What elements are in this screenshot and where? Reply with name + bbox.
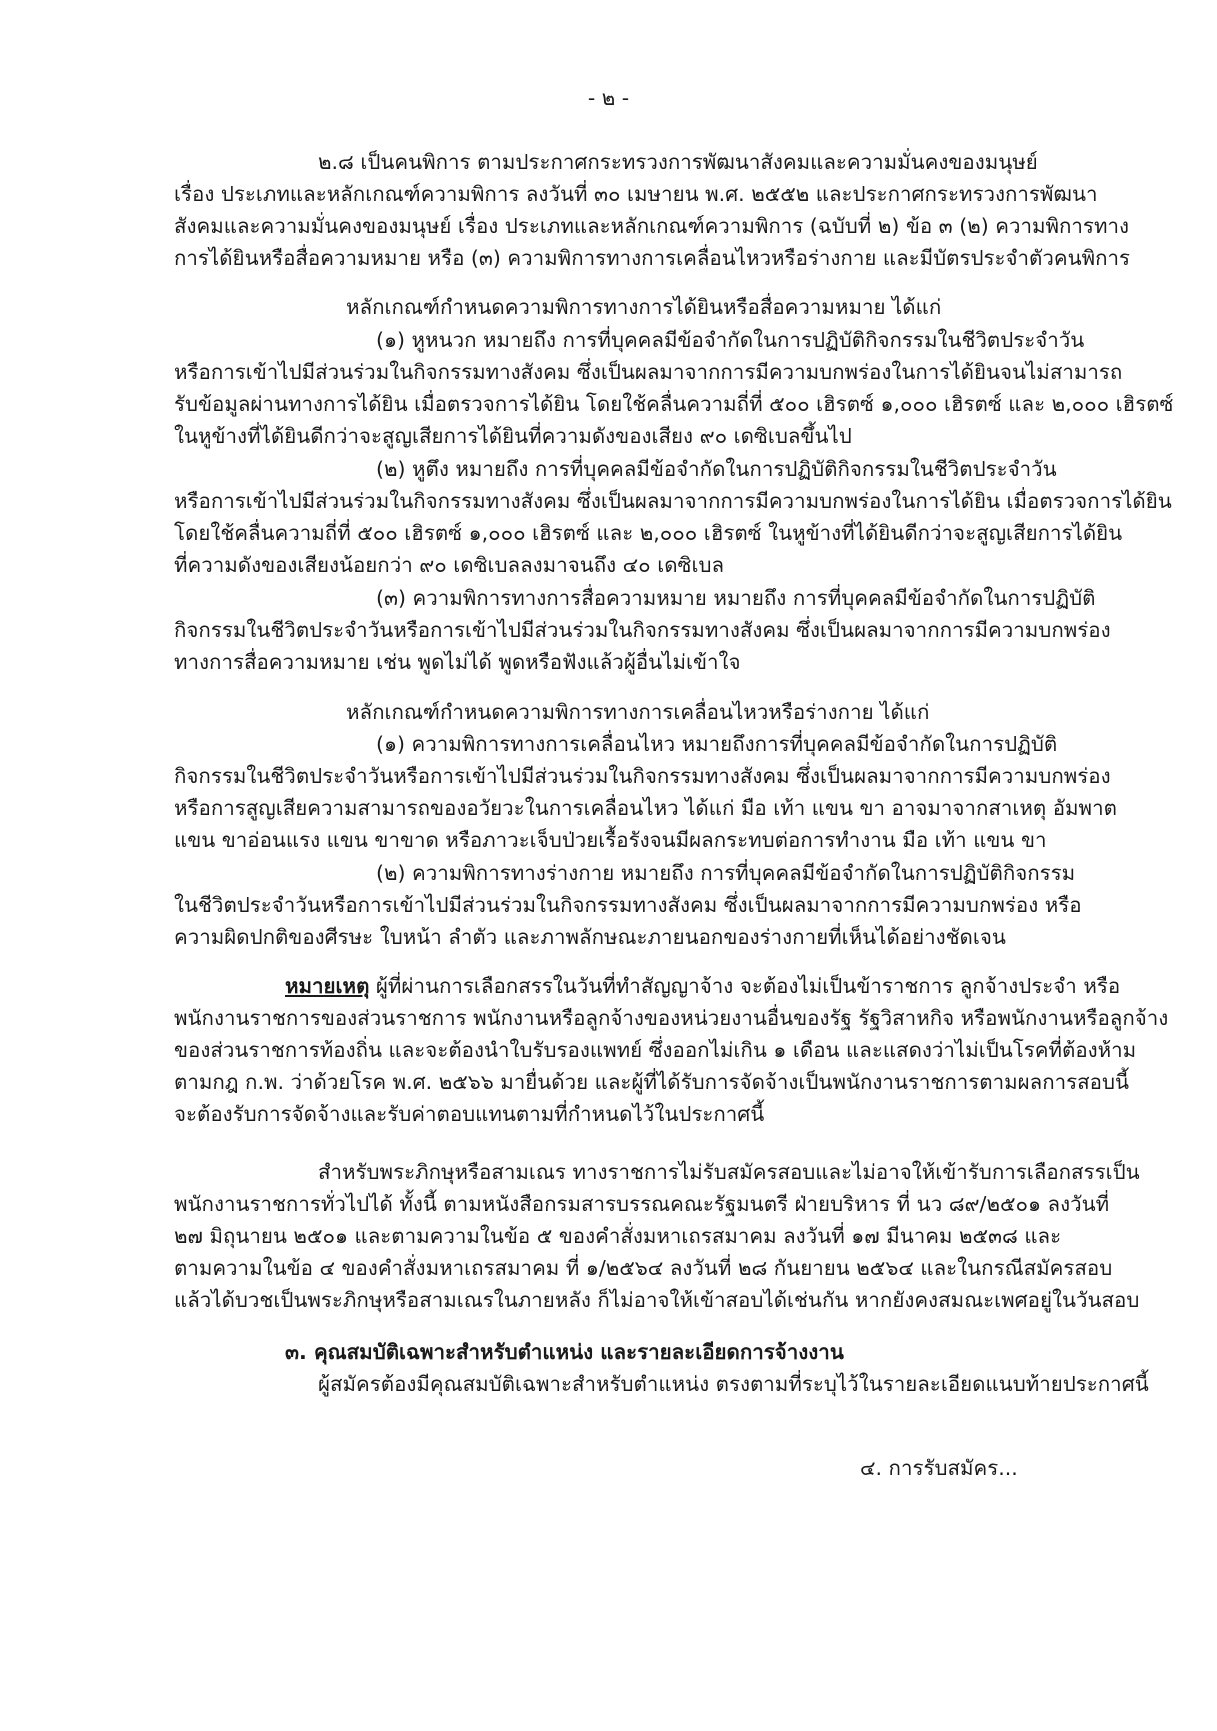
- movement-1-line-2: กิจกรรมในชีวิตประจำวันหรือการเข้าไปมีส่วนร่วมในกิจกรรมทางสังคม ซึ่งเป็นผลมาจากการมีความบกพร่อง: [174, 764, 1111, 788]
- hearing-1-line-1: (๑) หูหนวก หมายถึง การที่บุคคลมีข้อจำกัดในการปฏิบัติกิจกรรมในชีวิตประจำวัน: [376, 328, 1085, 352]
- monk-line-4: ตามความในข้อ ๔ ของคำสั่งมหาเถรสมาคม ที่ ๑/๒๕๖๔ ลงวันที่ ๒๘ กันยายน ๒๕๖๔ และในกรณีสมัครสอบ: [174, 1256, 1113, 1280]
- movement-2-line-2: ในชีวิตประจำวันหรือการเข้าไปมีส่วนร่วมในกิจกรรมทางสังคม ซึ่งเป็นผลมาจากการมีความบกพร่อง หรือ: [174, 893, 1082, 917]
- sec28-line-3: สังคมและความมั่นคงของมนุษย์ เรื่อง ประเภทและหลักเกณฑ์ความพิการ (ฉบับที่ ๒) ข้อ ๓ (๒) ความพิการทาง: [174, 214, 1129, 238]
- section-3-heading: ๓. คุณสมบัติเฉพาะสำหรับตำแหน่ง และรายละเอียดการจ้างงาน: [285, 1340, 844, 1364]
- note-line-2: พนักงานราชการของส่วนราชการ พนักงานหรือลูกจ้างของหน่วยงานอื่นของรัฐ รัฐวิสาหกิจ หรือพนักงานหรือลูกจ้าง: [174, 1006, 1169, 1030]
- hearing-1-line-2: หรือการเข้าไปมีส่วนร่วมในกิจกรรมทางสังคม ซึ่งเป็นผลมาจากการมีความบกพร่องในการได้ยินจนไม่สามารถ: [174, 360, 1123, 384]
- page-number: - ๒ -: [587, 86, 630, 110]
- hearing-1-line-4: ในหูข้างที่ได้ยินดีกว่าจะสูญเสียการได้ยินที่ความดังของเสียง ๙๐ เดซิเบลขึ้นไป: [174, 424, 852, 448]
- note-line-1: [285, 970, 1121, 1002]
- sec28-line-1: ๒.๘ เป็นคนพิการ ตามประกาศกระทรวงการพัฒนาสังคมและความมั่นคงของมนุษย์: [318, 150, 1038, 174]
- hearing-3-line-3: ทางการสื่อความหมาย เช่น พูดไม่ได้ พูดหรือฟังแล้วผู้อื่นไม่เข้าใจ: [174, 650, 741, 674]
- section-3-body: ผู้สมัครต้องมีคุณสมบัติเฉพาะสำหรับตำแหน่ง ตรงตามที่ระบุไว้ในรายละเอียดแนบท้ายประกาศนี้: [318, 1372, 1149, 1396]
- sec28-line-4: การได้ยินหรือสื่อความหมาย หรือ (๓) ความพิการทางการเคลื่อนไหวหรือร่างกาย และมีบัตรประจำตัวคนพิการ: [174, 246, 1131, 270]
- note-line-5: จะต้องรับการจัดจ้างและรับค่าตอบแทนตามที่กำหนดไว้ในประกาศนี้: [174, 1102, 765, 1126]
- next-page-indicator: ๔. การรับสมัคร...: [860, 1456, 1018, 1480]
- monk-line-2: พนักงานราชการทั่วไปได้ ทั้งนี้ ตามหนังสือกรมสารบรรณคณะรัฐมนตรี ฝ่ายบริหาร ที่ นว ๘๙/๒๕๐๑ ลงวันที่: [174, 1192, 1110, 1216]
- movement-heading: หลักเกณฑ์กำหนดความพิการทางการเคลื่อนไหวหรือร่างกาย ได้แก่: [346, 700, 930, 724]
- note-text: ผู้ที่ผ่านการเลือกสรรในวันที่ทำสัญญาจ้าง จะต้องไม่เป็นข้าราชการ ลูกจ้างประจำ หรือ: [369, 974, 1121, 998]
- movement-1-line-4: แขน ขาอ่อนแรง แขน ขาขาด หรือภาวะเจ็บป่วยเรื้อรังจนมีผลกระทบต่อการทำงาน มือ เท้า แขน ขา: [174, 828, 1047, 852]
- sec28-line-2: เรื่อง ประเภทและหลักเกณฑ์ความพิการ ลงวันที่ ๓๐ เมษายน พ.ศ. ๒๕๕๒ และประกาศกระทรวงการพัฒนา: [174, 182, 1098, 206]
- note-label: หมายเหตุ: [285, 974, 370, 998]
- hearing-2-line-2: หรือการเข้าไปมีส่วนร่วมในกิจกรรมทางสังคม ซึ่งเป็นผลมาจากการมีความบกพร่องในการได้ยิน เมื่อตรวจการได้ยิน: [174, 489, 1172, 513]
- hearing-2-line-3: โดยใช้คลื่นความถี่ที่ ๕๐๐ เฮิรตซ์ ๑,๐๐๐ เฮิรตซ์ และ ๒,๐๐๐ เฮิรตซ์ ในหูข้างที่ได้ยินดีกว่าจะสูญเสียการได้ยิน: [174, 521, 1123, 545]
- note-line-4: ตามกฎ ก.พ. ว่าด้วยโรค พ.ศ. ๒๕๖๖ มายื่นด้วย และผู้ที่ได้รับการจัดจ้างเป็นพนักงานราชการตามผลการสอบนี้: [174, 1070, 1129, 1094]
- movement-2-line-3: ความผิดปกติของศีรษะ ใบหน้า ลำตัว และภาพลักษณะภายนอกของร่างกายที่เห็นได้อย่างชัดเจน: [174, 925, 1006, 949]
- movement-1-line-1: (๑) ความพิการทางการเคลื่อนไหว หมายถึงการที่บุคคลมีข้อจำกัดในการปฏิบัติ: [376, 732, 1058, 756]
- hearing-2-line-4: ที่ความดังของเสียงน้อยกว่า ๙๐ เดซิเบลลงมาจนถึง ๔๐ เดซิเบล: [174, 553, 725, 577]
- hearing-3-line-1: (๓) ความพิการทางการสื่อความหมาย หมายถึง การที่บุคคลมีข้อจำกัดในการปฏิบัติ: [376, 586, 1096, 610]
- movement-1-line-3: หรือการสูญเสียความสามารถของอวัยวะในการเคลื่อนไหว ได้แก่ มือ เท้า แขน ขา อาจมาจากสาเหตุ อัมพาต: [174, 796, 1117, 820]
- monk-line-5: แล้วได้บวชเป็นพระภิกษุหรือสามเณรในภายหลัง ก็ไม่อาจให้เข้าสอบได้เช่นกัน หากยังคงสมณะเพศอยู่ในวันสอบ: [174, 1288, 1140, 1312]
- hearing-heading: หลักเกณฑ์กำหนดความพิการทางการได้ยินหรือสื่อความหมาย ได้แก่: [346, 295, 942, 319]
- monk-line-3: ๒๗ มิถุนายน ๒๕๐๑ และตามความในข้อ ๕ ของคำสั่งมหาเถรสมาคม ลงวันที่ ๑๗ มีนาคม ๒๕๓๘ และ: [174, 1224, 1062, 1248]
- note-line-3: ของส่วนราชการท้องถิ่น และจะต้องนำใบรับรองแพทย์ ซึ่งออกไม่เกิน ๑ เดือน และแสดงว่าไม่เป็นโรคที่ต้องห้าม: [174, 1038, 1137, 1062]
- hearing-1-line-3: รับข้อมูลผ่านทางการได้ยิน เมื่อตรวจการได้ยิน โดยใช้คลื่นความถี่ที่ ๕๐๐ เฮิรตซ์ ๑,๐๐๐ เฮิรตซ์ และ ๒,๐๐๐ เฮิรตซ์: [174, 392, 1174, 416]
- monk-line-1: สำหรับพระภิกษุหรือสามเณร ทางราชการไม่รับสมัครสอบและไม่อาจให้เข้ารับการเลือกสรรเป็น: [318, 1160, 1140, 1184]
- hearing-2-line-1: (๒) หูตึง หมายถึง การที่บุคคลมีข้อจำกัดในการปฏิบัติกิจกรรมในชีวิตประจำวัน: [376, 457, 1057, 481]
- movement-2-line-1: (๒) ความพิการทางร่างกาย หมายถึง การที่บุคคลมีข้อจำกัดในการปฏิบัติกิจกรรม: [376, 861, 1076, 885]
- hearing-3-line-2: กิจกรรมในชีวิตประจำวันหรือการเข้าไปมีส่วนร่วมในกิจกรรมทางสังคม ซึ่งเป็นผลมาจากการมีความบกพร่อง: [174, 618, 1111, 642]
